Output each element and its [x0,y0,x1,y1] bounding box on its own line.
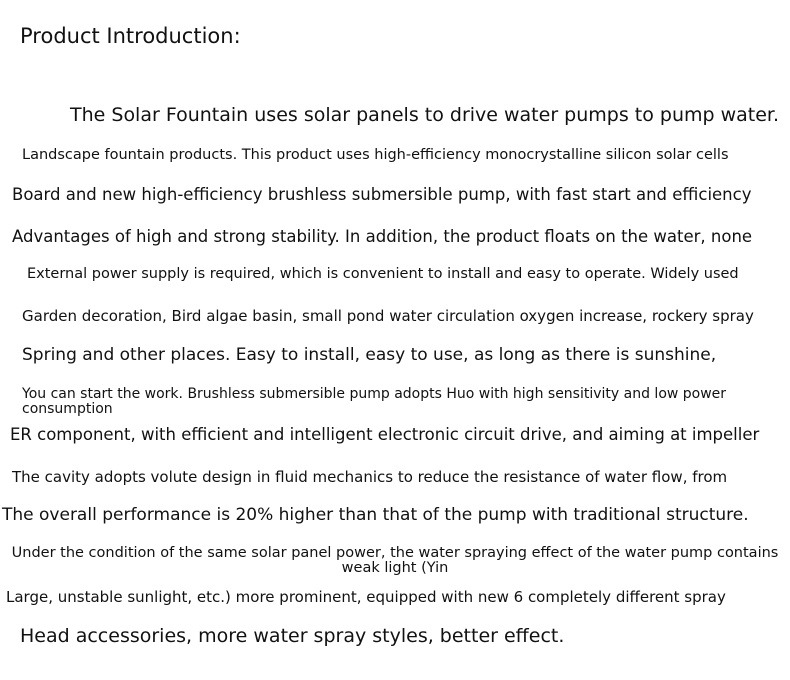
text-line-8: You can start the work. Brushless submersible pump adopts Huo with high sensitivity and low power consumption [22,386,727,417]
text-line-14: Head accessories, more water spray styles, better effect. [20,625,565,647]
text-line-10: The cavity adopts volute design in fluid mechanics to reduce the resistance of water flow, from [12,468,728,486]
text-line-12: Under the condition of the same solar panel power, the water spraying effect of the water pump contains weak light (Yin [11,545,779,576]
text-line-3: Board and new high-efficiency brushless submersible pump, with fast start and efficiency [12,185,752,204]
text-line-5: External power supply is required, which is convenient to install and easy to operate. Widely used [27,266,739,282]
text-line-4: Advantages of high and strong stability. In addition, the product floats on the water, none [12,227,753,246]
text-line-7: Spring and other places. Easy to install, easy to use, as long as there is sunshine, [22,345,717,365]
text-line-6: Garden decoration, Bird algae basin, small pond water circulation oxygen increase, rockery spray [22,307,754,325]
text-line-9: ER component, with efficient and intelligent electronic circuit drive, and aiming at impeller [10,425,760,444]
text-line-2: Landscape fountain products. This product uses high-efficiency monocrystalline silicon solar cells [22,147,729,163]
text-line-13: Large, unstable sunlight, etc.) more prominent, equipped with new 6 completely different spray [6,588,726,606]
text-line-11: The overall performance is 20% higher than that of the pump with traditional structure. [2,505,749,525]
text-line-1: The Solar Fountain uses solar panels to drive water pumps to pump water. [70,104,780,126]
page-title: Product Introduction: [20,24,241,48]
